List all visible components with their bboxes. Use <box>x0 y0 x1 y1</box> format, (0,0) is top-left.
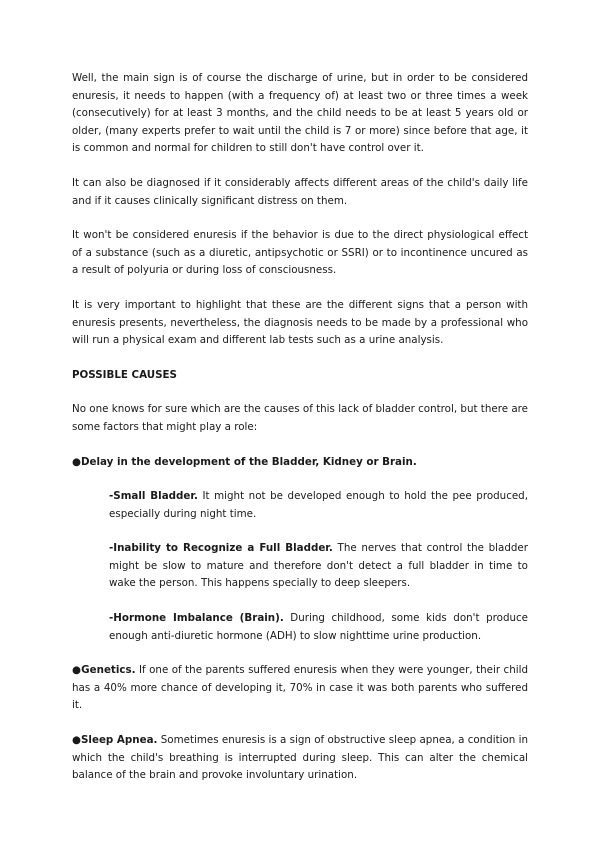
sub-item-title: -Inability to Recognize a Full Bladder. <box>109 542 333 555</box>
paragraph-professional-diagnosis: It is very important to highlight that these are the different signs that a person with enuresis presents, nevertheless, the diagnosis needs to be made by a professional who will run a physical exam and different lab tests such as a urine analysis. <box>72 298 528 347</box>
bullet-text: Sometimes enuresis is a sign of obstructive sleep apnea, a condition in which the child's breathing is interrupted during sleep. This can alter the chemical balance of the brain and provoke involuntary urination. <box>72 734 528 782</box>
paragraph-not-enuresis: It won't be considered enuresis if the behavior is due to the direct physiological effect of a substance (such as a diuretic, antipsychotic or SSRI) or to incontinence uncured as a result of polyuria or during loss of consciousness. <box>72 229 528 277</box>
bullet-title: ●Genetics. <box>72 664 136 677</box>
paragraph-causes-intro: No one knows for sure which are the causes of this lack of bladder control, but there are some factors that might play a role: <box>72 403 528 433</box>
section-heading-possible-causes: POSSIBLE CAUSES <box>72 368 177 381</box>
bullet-text: If one of the parents suffered enuresis when they were younger, their child has a 40% more chance of developing it, 70% in case it was both parents who suffered it. <box>72 664 528 712</box>
bullet-genetics <box>72 662 528 715</box>
sub-item-title: -Hormone Imbalance (Brain). <box>109 612 284 625</box>
sub-item-small-bladder <box>109 488 528 523</box>
sub-item-full-bladder <box>109 540 528 593</box>
paragraph-diagnosis-daily-life: It can also be diagnosed if it considerably affects different areas of the child's daily life and if it causes clinically significant distress on them. <box>72 176 528 207</box>
bullet-delay-development: ●Delay in the development of the Bladder, Kidney or Brain. <box>72 455 417 468</box>
sub-item-text: It might not be developed enough to hold the pee produced, especially during night time. <box>109 490 528 520</box>
bullet-sleep-apnea <box>72 732 528 785</box>
bullet-title: ●Sleep Apnea. <box>72 734 158 747</box>
sub-item-text: The nerves that control the bladder might be slow to mature and therefore don't detect a full bladder in time to wake the person. This happens specially to deep sleepers. <box>109 542 528 590</box>
sub-item-title: -Small Bladder. <box>109 490 198 503</box>
sub-item-hormone-imbalance <box>109 610 528 645</box>
paragraph-main-sign: Well, the main sign is of course the discharge of urine, but in order to be considered enuresis, it needs to happen (with a frequency of) at least two or three times a week (consecutively) for at least 3 months, and the child needs to be at least 5 years old or older, (many experts prefer to wait until the child is 7 or more) since before that age, it is common and normal for children to still don't have control over it. <box>72 72 528 155</box>
sub-item-text: During childhood, some kids don't produce enough anti-diuretic hormone (ADH) to slow nighttime urine production. <box>109 612 528 642</box>
